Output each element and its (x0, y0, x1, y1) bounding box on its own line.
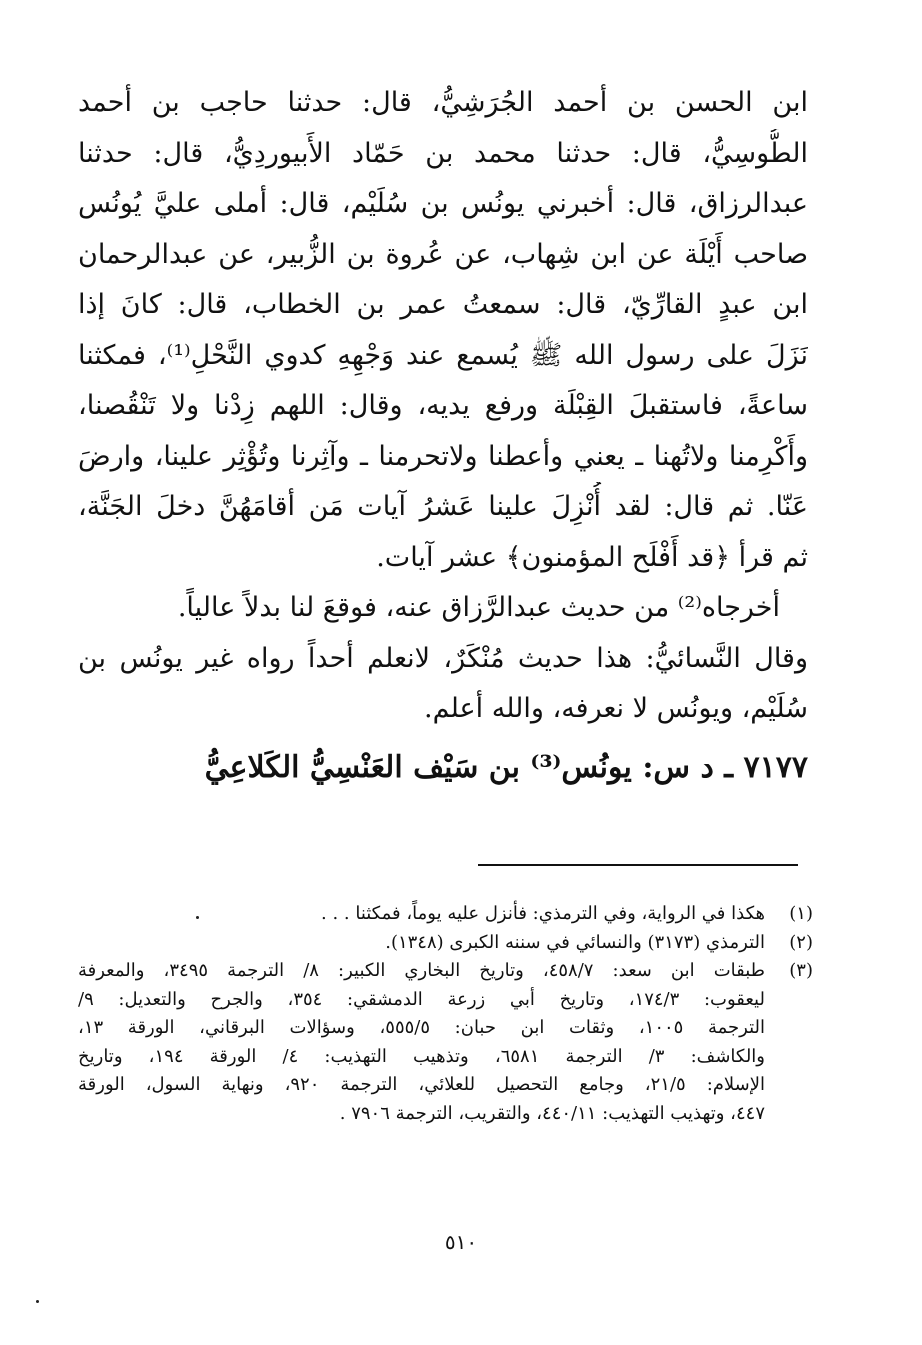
text-line: ابن عبدٍ القارِّيّ، قال: سمعتُ عمر بن الخطاب، قال: كانَ إذا (78, 289, 808, 320)
text-line: عَنّا. ثم قال: لقد أُنْزِلَ علينا عَشرُ آيات مَن أقامَهُنَّ دخلَ الجَنَّة، (78, 491, 808, 522)
footnote-line: ٤٤٧، وتهذيب التهذيب: ٤٤٠/١١، والتقريب، الترجمة ٧٩٠٦ . (339, 1102, 765, 1124)
footnote-line: ليعقوب: ١٧٤/٣، وتاريخ أبي زرعة الدمشقي: ٣٥٤، والجرح والتعديل: ٩/ (78, 988, 765, 1010)
text-line: نَزَلَ على رسول الله ﷺ يُسمع عند وَجْهِهِ كدوي النَّحْلِ⁽¹⁾، فمكثنا (78, 339, 808, 371)
footnote-line: طبقات ابن سعد: ٤٥٨/٧، وتاريخ البخاري الكبير: ٨/ الترجمة ٣٤٩٥، والمعرفة (78, 960, 765, 981)
footnote-line: الإسلام: ٢١/٥، وجامع التحصيل للعلائي، الترجمة ٩٢٠، ونهاية السول، الورقة (78, 1074, 765, 1095)
entry-symbols: د س: (642, 750, 714, 785)
footnote-body (78, 957, 765, 1128)
entry-dash: ـ (724, 750, 734, 785)
text-line: أخرجاه⁽²⁾ من حديث عبدالرَّزاق عنه، فوقعَ لنا بدلاً عالياً. (177, 592, 780, 623)
footnote-line: والكاشف: ٣/ الترجمة ٦٥٨١، وتذهيب التهذيب: ٤/ الورقة ١٩٤، وتاريخ (78, 1045, 765, 1067)
footnotes (78, 900, 813, 1128)
text-line: وأَكْرِمنا ولاتُهنا ـ يعني وأعطنا ولاتحرمنا ـ وآثِرنا وتُؤْثِر علينا، وارضَ (78, 440, 808, 472)
footnote-3 (78, 957, 813, 1128)
footnote-number: (٣) (789, 960, 813, 981)
text-line: الطُّوسِيُّ، قال: حدثنا محمد بن حَمّاد الأَبيوردِيُّ، قال: حدثنا (78, 137, 808, 169)
paragraph-hadith (78, 78, 808, 583)
text-line: ابن الحسن بن أحمد الجُرَشِيُّ، قال: حدثنا حاجب بن أحمد (78, 87, 808, 118)
text-line: عبدالرزاق، قال: أخبرني يونُس بن سُلَيْم، قال: أملى عليَّ يُونُس (78, 188, 808, 219)
footnote-line: الترمذي (٣١٧٣) والنسائي في سننه الكبرى (١٣٤٨). (385, 931, 765, 953)
paragraph-commentary (78, 583, 808, 735)
text-line: صاحب أَيْلَة عن ابن شِهاب، عن عُروة بن الزُّبير، عن عبدالرحمان (78, 238, 808, 270)
text-line: وقال النَّسائيُّ: هذا حديث مُنْكَرٌ، لانعلم أحداً رواه غير يونُس بن (78, 642, 808, 674)
page-number: ٥١٠ (444, 1230, 478, 1254)
footnote-1 (78, 900, 813, 929)
footnote-2 (78, 929, 813, 958)
entry-name: يونُس⁽³⁾ بن سَيْف العَنْسِيُّ الكَلاعِيُّ (204, 750, 632, 785)
text-line: سُلَيْم، ويونُس لا نعرفه، والله أعلم. (424, 693, 808, 724)
scan-speck (36, 1300, 39, 1303)
footnote-number: (٢) (789, 931, 813, 953)
footnote-line: هكذا في الرواية، وفي الترمذي: فأنزل عليه يوماً، فمكثنا . . . (321, 903, 765, 924)
footnote-separator (478, 864, 798, 866)
footnote-body (78, 929, 765, 958)
scan-speck (196, 916, 199, 919)
main-text (78, 78, 808, 735)
footnote-number: (١) (789, 903, 813, 924)
text-line: ساعةً، فاستقبلَ القِبْلَة ورفع يديه، وقال: اللهم زِدْنا ولا تَنْقُصنا، (78, 390, 808, 421)
text-line: ثم قرأ ﴿قد أَفْلَح المؤمنون﴾ عشر آيات. (376, 541, 808, 573)
entry-heading (78, 740, 808, 796)
entry-number: ٧١٧٧ (743, 750, 808, 785)
footnote-line: الترجمة ١٠٠٥، وثقات ابن حبان: ٥٥٥/٥، وسؤالات البرقاني، الورقة ١٣، (78, 1017, 765, 1038)
footnote-body (78, 900, 765, 929)
